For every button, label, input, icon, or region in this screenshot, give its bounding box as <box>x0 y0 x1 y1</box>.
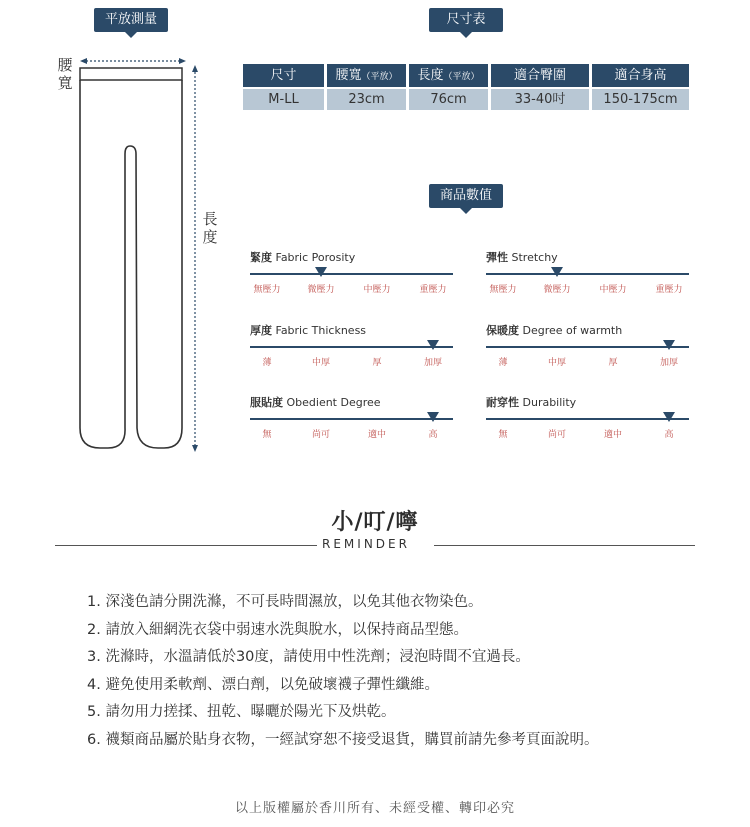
scale-tick-label: 尚可 <box>311 430 331 440</box>
divider-right <box>434 545 695 546</box>
divider-left <box>55 545 317 546</box>
property-title: 保暖度 Degree of warmth <box>486 324 623 337</box>
list-item: 2. 請放入細網洗衣袋中弱速水洗與脫水，以保持商品型態。 <box>87 621 468 638</box>
scale-tick-label: 微壓力 <box>307 285 335 295</box>
list-item: 6. 襪類商品屬於貼身衣物，一經試穿恕不接受退貨，購買前請先參考頁面說明。 <box>87 731 599 748</box>
level-marker-icon <box>663 340 675 350</box>
scale-line <box>250 346 453 348</box>
waist-label: 腰 寬 <box>57 56 73 92</box>
scale-tick-label: 中壓力 <box>599 285 627 295</box>
product-values-tag: 商品數值 <box>429 184 503 208</box>
measure-tag: 平放測量 <box>94 8 168 32</box>
scale-line <box>486 418 689 420</box>
care-notes <box>87 592 598 757</box>
hip-column: 適合臀圍 33-40吋 <box>491 64 589 110</box>
level-marker-icon <box>427 340 439 350</box>
scale-tick-label: 適中 <box>603 430 623 440</box>
level-marker-icon <box>427 412 439 422</box>
property-title: 緊度 Fabric Porosity <box>250 251 356 264</box>
scale-tick-label: 薄 <box>262 358 272 368</box>
scale-tick-label: 中壓力 <box>363 285 391 295</box>
scale-tick-label: 中厚 <box>547 358 567 368</box>
list-item: 4. 避免使用柔軟劑、漂白劑，以免破壞襪子彈性纖維。 <box>87 676 439 693</box>
scale-tick-label: 微壓力 <box>543 285 571 295</box>
hip-value: 33-40吋 <box>491 89 589 110</box>
tights-illustration <box>0 0 210 460</box>
scale-line <box>250 418 453 420</box>
scale-tick-label: 中厚 <box>311 358 331 368</box>
scale-tick-label: 高 <box>428 430 438 440</box>
size-chart-tag: 尺寸表 <box>429 8 503 32</box>
scale-tick-label: 加厚 <box>423 358 443 368</box>
height-column: 適合身高 150-175cm <box>592 64 689 110</box>
scale-tick-label: 厚 <box>608 358 618 368</box>
size-table <box>243 64 689 110</box>
length-column: 長度（平放） 76cm <box>409 64 488 110</box>
property-title: 厚度 Fabric Thickness <box>250 324 367 337</box>
prop-porosity <box>250 249 453 295</box>
level-marker-icon <box>551 267 563 277</box>
scale-tick-label: 無壓力 <box>489 285 517 295</box>
copyright-footer: 以上版權屬於香川所有、未經受權、轉印必究 <box>234 801 515 816</box>
scale-tick-label: 適中 <box>367 430 387 440</box>
prop-thickness <box>250 322 453 368</box>
scale-tick-label: 尚可 <box>547 430 567 440</box>
list-item: 1. 深淺色請分開洗滌，不可長時間濕放，以免其他衣物染色。 <box>87 594 483 610</box>
height-value: 150-175cm <box>592 89 689 110</box>
list-item: 5. 請勿用力搓揉、扭乾、曝曬於陽光下及烘乾。 <box>87 704 396 720</box>
property-title: 服貼度 Obedient Degree <box>250 396 381 409</box>
waist-value: 23cm <box>327 89 406 110</box>
list-item: 3. 洗滌時，水溫請低於30度，請使用中性洗劑；浸泡時間不宜過長。 <box>87 649 530 665</box>
size-column: 尺寸 M-LL <box>243 64 324 110</box>
scale-tick-label: 厚 <box>372 358 382 368</box>
level-marker-icon <box>663 412 675 422</box>
scale-tick-label: 薄 <box>498 358 508 368</box>
property-title: 彈性 Stretchy <box>486 251 558 264</box>
reminder-title: 小/叮/嚀 <box>331 510 419 535</box>
reminder-subtitle: REMINDER <box>322 537 410 551</box>
prop-stretchy <box>486 249 689 295</box>
property-title: 耐穿性 Durability <box>486 396 577 409</box>
size-value: M-LL <box>243 89 324 110</box>
tights-outline <box>80 80 182 448</box>
scale-tick-label: 加厚 <box>659 358 679 368</box>
waistband <box>80 68 182 80</box>
length-label: 長 度 <box>202 210 218 246</box>
prop-durability <box>486 394 689 440</box>
scale-line <box>250 273 453 275</box>
scale-tick-label: 高 <box>664 430 674 440</box>
scale-line <box>486 346 689 348</box>
prop-obedient <box>250 394 453 440</box>
length-value: 76cm <box>409 89 488 110</box>
scale-tick-label: 重壓力 <box>419 285 447 295</box>
scale-tick-label: 無 <box>262 430 272 440</box>
prop-warmth <box>486 322 689 368</box>
scale-tick-label: 無壓力 <box>253 285 281 295</box>
scale-line <box>486 273 689 275</box>
scale-tick-label: 重壓力 <box>655 285 683 295</box>
level-marker-icon <box>315 267 327 277</box>
waist-column: 腰寬（平放） 23cm <box>327 64 406 110</box>
scale-tick-label: 無 <box>498 430 508 440</box>
